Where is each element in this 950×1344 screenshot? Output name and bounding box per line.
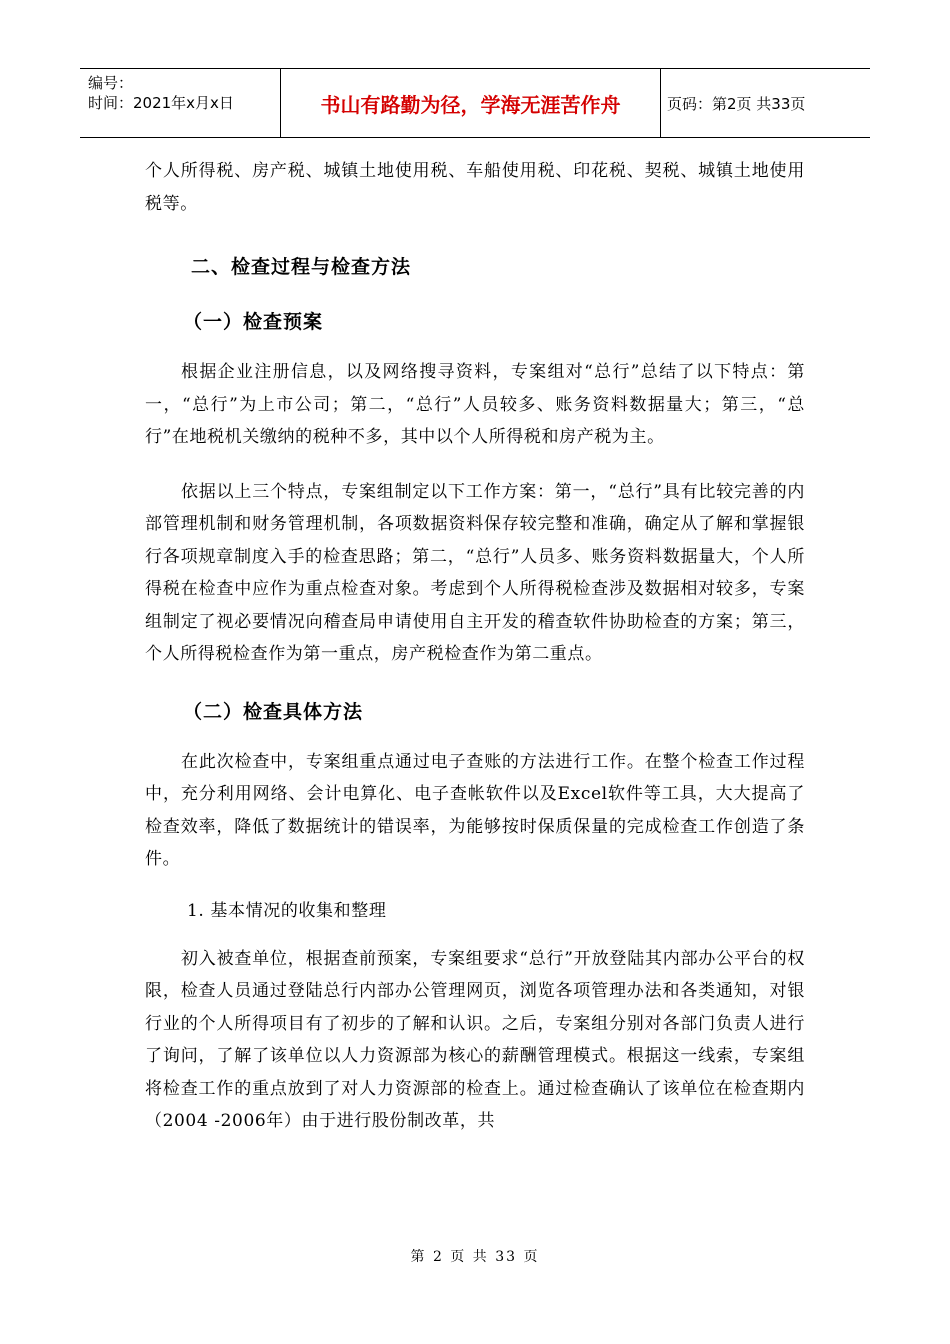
item-heading-1: 1. 基本情况的收集和整理: [187, 900, 387, 921]
paragraph-1: 个人所得税、房产税、城镇土地使用税、车船使用税、印花税、契税、城镇土地使用税等。: [145, 161, 805, 214]
header-page-number: 页码：第2页 共33页: [667, 94, 806, 113]
document-time-label: 时间：2021年x月x日: [88, 94, 234, 112]
header-meta: [80, 69, 281, 137]
page-header: [80, 68, 870, 138]
subsection-heading-1: （一）检查预案: [183, 311, 324, 333]
header-motto: 书山有路勤为径，学海无涯苦作舟: [281, 69, 661, 137]
document-body: [145, 155, 805, 1138]
subsection-heading-2: （二）检查具体方法: [183, 700, 364, 723]
document-number-label: 编号：: [88, 74, 134, 92]
paragraph-2: 根据企业注册信息，以及网络搜寻资料，专案组对“总行”总结了以下特点：第一，“总行”为上市公司；第二，“总行”人员较多、账务资料数据量大；第三，“总行”在地税机关缴纳的税种不多，其中以个人所得税和房产税为主。: [145, 362, 805, 447]
paragraph-3: 依据以上三个特点，专案组制定以下工作方案：第一，“总行”具有比较完善的内部管理机制和财务管理机制，各项数据资料保存较完整和准确，确定从了解和掌握银行各项规章制度入手的检查思路；第二，“总行”人员多、账务资料数据量大，个人所得税在检查中应作为重点检查对象。考虑到个人所得税检查涉及数据相对较多，专案组制定了视必要情况向稽查局申请使用自主开发的稽查软件协助检查的方案；第三，个人所得税检查作为第一重点，房产税检查作为第二重点。: [145, 481, 805, 664]
paragraph-4: 在此次检查中，专案组重点通过电子查账的方法进行工作。在整个检查工作过程中，充分利用网络、会计电算化、电子查帐软件以及Excel软件等工具，大大提高了检查效率，降低了数据统计的错误率，为能够按时保质保量的完成检查工作创造了条件。: [145, 751, 805, 869]
section-heading-2: 二、检查过程与检查方法: [191, 256, 412, 278]
page-footer: 第 2 页 共 33 页: [410, 1249, 540, 1265]
paragraph-5: 初入被查单位，根据查前预案，专案组要求“总行”开放登陆其内部办公平台的权限，检查人员通过登陆总行内部办公管理网页，浏览各项管理办法和各类通知，对银行业的个人所得项目有了初步的了解和认识。之后，专案组分别对各部门负责人进行了询问，了解了该单位以人力资源部为核心的薪酬管理模式。根据这一线索，专案组将检查工作的重点放到了对人力资源部的检查上。通过检查确认了该单位在检查期内（2004 -2006年）由于进行股份制改革，共: [145, 948, 805, 1131]
